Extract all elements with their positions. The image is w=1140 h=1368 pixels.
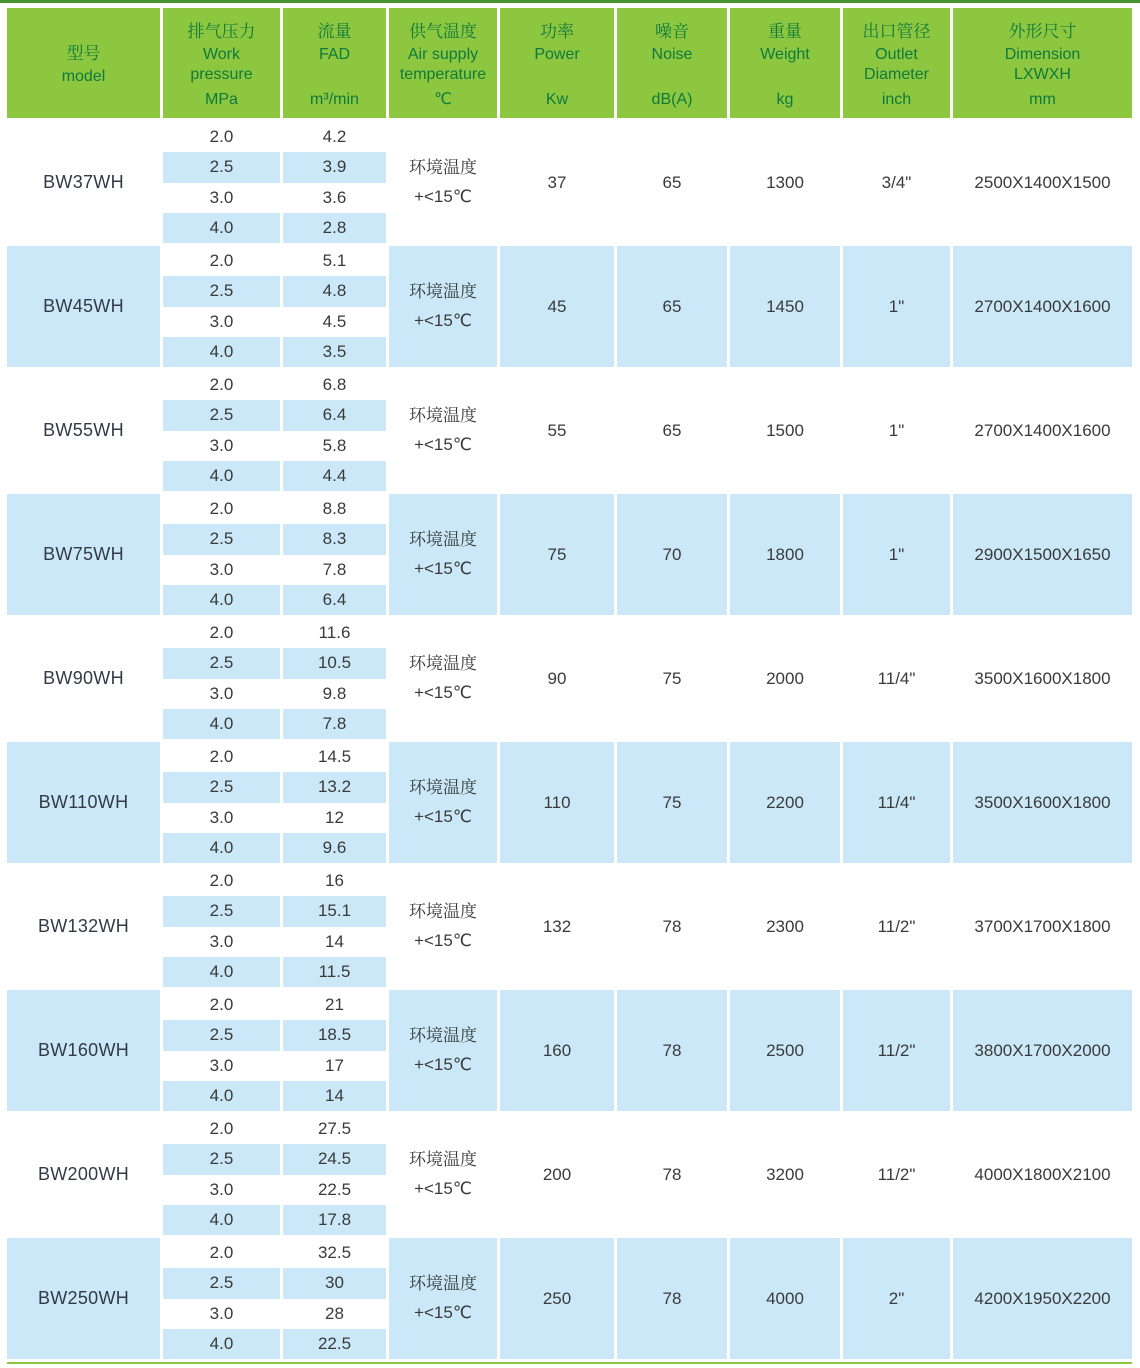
table-row <box>7 370 1132 494</box>
header-zh-label: 外形尺寸 <box>1008 22 1077 41</box>
pressure-cell: 4.0 <box>160 1329 280 1359</box>
temp-line-2: +<15℃ <box>414 434 472 454</box>
header-cell-temperature <box>386 8 497 118</box>
pressure-cell: 2.0 <box>160 122 280 152</box>
temp-line-2: +<15℃ <box>414 1054 472 1074</box>
outlet-cell: 1" <box>840 246 950 367</box>
pressure-cell: 2.5 <box>160 772 280 802</box>
header-en-label: Outlet Diameter <box>864 45 929 84</box>
outlet-cell: 1" <box>840 494 950 615</box>
temp-line-1: 环境温度 <box>409 1274 477 1294</box>
temp-line-1: 环境温度 <box>409 778 477 798</box>
header-zh-label: 供气温度 <box>409 22 477 41</box>
weight-cell: 2200 <box>727 742 840 863</box>
header-cell-model <box>7 8 160 118</box>
table-row <box>7 1114 1132 1238</box>
fad-cell: 14 <box>280 1081 386 1111</box>
noise-cell: 65 <box>614 246 727 367</box>
table-row <box>7 246 1132 370</box>
pressure-cell: 4.0 <box>160 1205 280 1235</box>
table-header <box>7 8 1132 118</box>
noise-cell: 78 <box>614 990 727 1111</box>
table-body <box>7 122 1132 1362</box>
fad-cell: 4.5 <box>280 307 386 337</box>
model-cell: BW160WH <box>7 990 160 1111</box>
header-unit-label: mm <box>1029 90 1056 108</box>
pressure-cell: 3.0 <box>160 927 280 957</box>
header-zh-label: 重量 <box>768 22 802 41</box>
fad-cell: 16 <box>280 866 386 896</box>
model-cell: BW37WH <box>7 122 160 243</box>
dimension-cell: 3500X1600X1800 <box>950 742 1132 863</box>
fad-cell: 9.6 <box>280 833 386 863</box>
temperature-cell <box>386 1238 497 1359</box>
pressure-cell: 3.0 <box>160 803 280 833</box>
noise-cell: 70 <box>614 494 727 615</box>
pressure-cell: 2.5 <box>160 648 280 678</box>
pressure-cell: 3.0 <box>160 679 280 709</box>
pressure-cell: 2.0 <box>160 494 280 524</box>
fad-cell: 18.5 <box>280 1020 386 1050</box>
outlet-cell: 1" <box>840 370 950 491</box>
temp-line-1: 环境温度 <box>409 654 477 674</box>
temperature-cell <box>386 618 497 739</box>
fad-cell: 12 <box>280 803 386 833</box>
model-cell: BW75WH <box>7 494 160 615</box>
outlet-cell: 11/4" <box>840 742 950 863</box>
weight-cell: 2500 <box>727 990 840 1111</box>
header-zh-label: 出口管径 <box>862 22 931 41</box>
header-cell-pressure <box>160 8 280 118</box>
pressure-cell: 4.0 <box>160 709 280 739</box>
power-cell: 250 <box>497 1238 614 1359</box>
header-en-label: Noise <box>651 45 693 63</box>
fad-cell: 14.5 <box>280 742 386 772</box>
fad-cell: 8.8 <box>280 494 386 524</box>
header-zh-label: 功率 <box>540 22 574 41</box>
noise-cell: 78 <box>614 1114 727 1235</box>
table-row <box>7 990 1132 1114</box>
noise-cell: 65 <box>614 370 727 491</box>
pressure-cell: 2.0 <box>160 990 280 1020</box>
pressure-cell: 4.0 <box>160 957 280 987</box>
header-zh-label: 噪音 <box>655 22 689 41</box>
fad-cell: 6.8 <box>280 370 386 400</box>
fad-cell: 11.6 <box>280 618 386 648</box>
outlet-cell: 11/2" <box>840 866 950 987</box>
pressure-cell: 3.0 <box>160 431 280 461</box>
weight-cell: 4000 <box>727 1238 840 1359</box>
header-unit-label: kg <box>776 90 794 108</box>
pressure-cell: 4.0 <box>160 461 280 491</box>
pressure-cell: 2.0 <box>160 246 280 276</box>
pressure-cell: 2.0 <box>160 618 280 648</box>
temp-line-1: 环境温度 <box>409 282 477 302</box>
temperature-cell <box>386 494 497 615</box>
fad-cell: 28 <box>280 1299 386 1329</box>
power-cell: 160 <box>497 990 614 1111</box>
temperature-cell <box>386 1114 497 1235</box>
dimension-cell: 2900X1500X1650 <box>950 494 1132 615</box>
model-cell: BW200WH <box>7 1114 160 1235</box>
temp-line-1: 环境温度 <box>409 1026 477 1046</box>
temp-line-2: +<15℃ <box>414 1302 472 1322</box>
pressure-cell: 2.5 <box>160 1268 280 1298</box>
weight-cell: 1500 <box>727 370 840 491</box>
weight-cell: 3200 <box>727 1114 840 1235</box>
dimension-cell: 2700X1400X1600 <box>950 370 1132 491</box>
fad-cell: 17.8 <box>280 1205 386 1235</box>
noise-cell: 65 <box>614 122 727 243</box>
pressure-cell: 4.0 <box>160 337 280 367</box>
pressure-cell: 3.0 <box>160 555 280 585</box>
temp-line-1: 环境温度 <box>409 158 477 178</box>
spec-table <box>7 8 1132 1362</box>
pressure-cell: 3.0 <box>160 183 280 213</box>
header-unit-label: ℃ <box>434 90 452 108</box>
pressure-cell: 2.0 <box>160 1114 280 1144</box>
pressure-cell: 2.5 <box>160 1144 280 1174</box>
fad-cell: 9.8 <box>280 679 386 709</box>
fad-cell: 11.5 <box>280 957 386 987</box>
header-en-label: Power <box>534 45 580 63</box>
header-unit-label: MPa <box>205 90 238 108</box>
fad-cell: 5.8 <box>280 431 386 461</box>
pressure-cell: 4.0 <box>160 585 280 615</box>
table-row <box>7 866 1132 990</box>
model-cell: BW90WH <box>7 618 160 739</box>
temp-line-1: 环境温度 <box>409 406 477 426</box>
header-en-label: Work pressure <box>190 45 253 84</box>
fad-cell: 4.8 <box>280 276 386 306</box>
table-row <box>7 122 1132 246</box>
power-cell: 110 <box>497 742 614 863</box>
temperature-cell <box>386 990 497 1111</box>
temp-line-2: +<15℃ <box>414 1178 472 1198</box>
power-cell: 55 <box>497 370 614 491</box>
fad-cell: 4.4 <box>280 461 386 491</box>
pressure-cell: 2.5 <box>160 152 280 182</box>
header-zh-label: 排气压力 <box>187 22 256 41</box>
dimension-cell: 4000X1800X2100 <box>950 1114 1132 1235</box>
header-cell-dimension <box>950 8 1132 118</box>
pressure-cell: 2.0 <box>160 370 280 400</box>
pressure-cell: 4.0 <box>160 833 280 863</box>
table-row <box>7 494 1132 618</box>
header-cell-fad <box>280 8 386 118</box>
model-cell: BW110WH <box>7 742 160 863</box>
outlet-cell: 11/4" <box>840 618 950 739</box>
fad-cell: 3.5 <box>280 337 386 367</box>
dimension-cell: 2500X1400X1500 <box>950 122 1132 243</box>
power-cell: 75 <box>497 494 614 615</box>
weight-cell: 1300 <box>727 122 840 243</box>
table-row <box>7 742 1132 866</box>
outlet-cell: 2" <box>840 1238 950 1359</box>
header-zh-label: 型号 <box>66 43 101 63</box>
pressure-cell: 2.5 <box>160 524 280 554</box>
weight-cell: 1800 <box>727 494 840 615</box>
header-zh-label: 流量 <box>317 22 352 41</box>
pressure-cell: 2.5 <box>160 276 280 306</box>
noise-cell: 75 <box>614 742 727 863</box>
pressure-cell: 3.0 <box>160 1175 280 1205</box>
fad-cell: 10.5 <box>280 648 386 678</box>
power-cell: 37 <box>497 122 614 243</box>
pressure-cell: 3.0 <box>160 1051 280 1081</box>
fad-cell: 6.4 <box>280 400 386 430</box>
pressure-cell: 3.0 <box>160 1299 280 1329</box>
temp-line-2: +<15℃ <box>414 930 472 950</box>
temp-line-1: 环境温度 <box>409 530 477 550</box>
temp-line-2: +<15℃ <box>414 682 472 702</box>
table-row <box>7 618 1132 742</box>
power-cell: 90 <box>497 618 614 739</box>
fad-cell: 5.1 <box>280 246 386 276</box>
noise-cell: 78 <box>614 866 727 987</box>
temperature-cell <box>386 122 497 243</box>
fad-cell: 7.8 <box>280 709 386 739</box>
temp-line-1: 环境温度 <box>409 902 477 922</box>
fad-cell: 27.5 <box>280 1114 386 1144</box>
header-en-label: Dimension LXWXH <box>1004 45 1081 84</box>
model-cell: BW250WH <box>7 1238 160 1359</box>
pressure-cell: 2.5 <box>160 896 280 926</box>
dimension-cell: 3800X1700X2000 <box>950 990 1132 1111</box>
fad-cell: 22.5 <box>280 1329 386 1359</box>
temp-line-2: +<15℃ <box>414 310 472 330</box>
power-cell: 200 <box>497 1114 614 1235</box>
model-cell: BW55WH <box>7 370 160 491</box>
fad-cell: 24.5 <box>280 1144 386 1174</box>
temperature-cell <box>386 246 497 367</box>
pressure-cell: 2.0 <box>160 742 280 772</box>
model-cell: BW132WH <box>7 866 160 987</box>
fad-cell: 6.4 <box>280 585 386 615</box>
temp-line-2: +<15℃ <box>414 558 472 578</box>
fad-cell: 8.3 <box>280 524 386 554</box>
outlet-cell: 11/2" <box>840 1114 950 1235</box>
outlet-cell: 11/2" <box>840 990 950 1111</box>
outlet-cell: 3/4" <box>840 122 950 243</box>
header-cell-weight <box>727 8 840 118</box>
temp-line-2: +<15℃ <box>414 186 472 206</box>
fad-cell: 21 <box>280 990 386 1020</box>
power-cell: 132 <box>497 866 614 987</box>
pressure-cell: 2.5 <box>160 1020 280 1050</box>
header-cell-power <box>497 8 614 118</box>
header-unit-label: dB(A) <box>651 90 693 108</box>
header-unit-label: Kw <box>545 90 569 108</box>
table-row <box>7 1238 1132 1362</box>
model-cell: BW45WH <box>7 246 160 367</box>
header-unit-label: m³/min <box>310 90 359 108</box>
fad-cell: 14 <box>280 927 386 957</box>
power-cell: 45 <box>497 246 614 367</box>
fad-cell: 7.8 <box>280 555 386 585</box>
fad-cell: 13.2 <box>280 772 386 802</box>
fad-cell: 4.2 <box>280 122 386 152</box>
pressure-cell: 2.0 <box>160 1238 280 1268</box>
fad-cell: 22.5 <box>280 1175 386 1205</box>
fad-cell: 3.9 <box>280 152 386 182</box>
pressure-cell: 4.0 <box>160 213 280 243</box>
weight-cell: 2000 <box>727 618 840 739</box>
dimension-cell: 3500X1600X1800 <box>950 618 1132 739</box>
fad-cell: 30 <box>280 1268 386 1298</box>
noise-cell: 78 <box>614 1238 727 1359</box>
fad-cell: 2.8 <box>280 213 386 243</box>
bottom-border-line <box>7 1362 1132 1364</box>
header-en-label: model <box>61 67 106 85</box>
fad-cell: 17 <box>280 1051 386 1081</box>
header-cell-noise <box>614 8 727 118</box>
temperature-cell <box>386 370 497 491</box>
top-border-line <box>0 0 1140 3</box>
dimension-cell: 4200X1950X2200 <box>950 1238 1132 1359</box>
header-unit-label: inch <box>881 90 912 108</box>
fad-cell: 15.1 <box>280 896 386 926</box>
weight-cell: 1450 <box>727 246 840 367</box>
weight-cell: 2300 <box>727 866 840 987</box>
fad-cell: 32.5 <box>280 1238 386 1268</box>
temperature-cell <box>386 866 497 987</box>
header-en-label: Air supply temperature <box>399 45 487 84</box>
dimension-cell: 3700X1700X1800 <box>950 866 1132 987</box>
fad-cell: 3.6 <box>280 183 386 213</box>
pressure-cell: 2.5 <box>160 400 280 430</box>
header-en-label: FAD <box>318 45 351 63</box>
noise-cell: 75 <box>614 618 727 739</box>
temp-line-1: 环境温度 <box>409 1150 477 1170</box>
temp-line-2: +<15℃ <box>414 806 472 826</box>
pressure-cell: 4.0 <box>160 1081 280 1111</box>
header-cell-outlet <box>840 8 950 118</box>
temperature-cell <box>386 742 497 863</box>
pressure-cell: 2.0 <box>160 866 280 896</box>
header-en-label: Weight <box>760 45 810 63</box>
pressure-cell: 3.0 <box>160 307 280 337</box>
dimension-cell: 2700X1400X1600 <box>950 246 1132 367</box>
